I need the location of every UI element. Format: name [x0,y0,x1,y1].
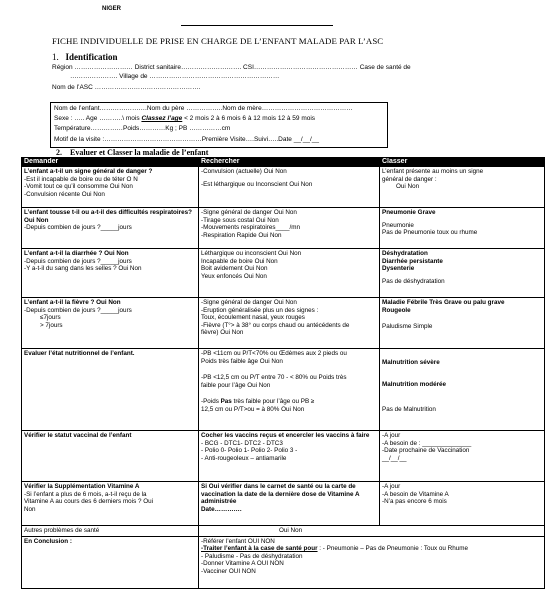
list-item: - BCG - DTC1- DTC2 - DTC3 [201,439,283,447]
list-item: -Référer l’enfant OUI NON [201,537,275,545]
child-info-box [50,102,388,148]
section-evaluate-heading [56,148,208,157]
list-item: faible pour l’âge Oui Non [201,381,271,389]
list-item [201,398,377,406]
list-item: __/__/__ [382,454,407,462]
vitamin-date: Date…………. [201,505,242,513]
list-item: -Depuis combien de jours ?_____jours [24,224,132,232]
list-item: -Date prochaine de Vaccination [382,447,470,455]
list-item: L’enfant présente au moins un signe [382,168,484,175]
list-item: -Signe général de danger Oui Non [201,209,297,216]
list-item: -Signe général de danger Oui Non [201,299,297,306]
conclusion-label [22,536,199,588]
diarrhea-classify [380,249,545,298]
list-item: Boit avidement Oui Non [201,265,268,273]
list-item: > 7jours [40,321,63,329]
list-item: -Vomit tout ce qu’il consomme Oui Non [24,183,133,191]
list-item [201,545,542,553]
list-item: -A jour [382,432,401,439]
list-item: Oui Non [396,183,420,191]
header-look: Rechercher [199,158,380,167]
fever-ask [22,298,199,349]
conclusion-content [199,536,545,588]
list-item: ≤7jours [40,314,61,322]
identification-line-1: Région ……………………… District sanitaire………………………. CSI………………………………………… Case de santé de [52,64,411,71]
list-item: -Convulsion récente Oui Non [24,190,105,198]
header-ask: Demander [22,158,199,167]
list-item: Diarrhée persistante [382,257,443,265]
list-item: -PB <12,5 cm ou P/T entre 70 - < 80% ou Poids très [201,374,347,382]
diarrhea-ask-title: L’enfant a-t-il la diarrhée ? Oui Non [24,250,129,257]
list-item: Yeux enfoncés Oui Non [201,272,267,280]
identification-line-2: …………………. Village de …………………………………………………… [70,73,280,80]
list-item: -Est il incapable de boire ou de téter O N [24,175,138,183]
danger-look [199,167,380,208]
form-title: FICHE INDIVIDUELLE DE PRISE EN CHARGE DE L’ENFANT MALADE PAR L’ASC [52,36,384,46]
nutrition-classify [380,349,545,431]
list-item: -Mouvements respiratoires____/mn [201,224,301,232]
list-item: -Y a-t-il du sang dans les selles ? Oui Non [24,265,142,273]
diarrhea-ask [22,249,199,298]
list-item: Déshydratation [382,250,428,257]
list-item: -N’a pas encore 6 mois [382,498,447,506]
danger-ask [22,167,199,208]
other-value: Oui Non [199,526,545,537]
danger-classify [380,167,545,208]
list-item: Maladie Fébrile Très Grave ou palu grave [382,299,505,306]
list-item: -A besoin de Vitamine A [382,490,449,498]
vitamin-classify [380,482,545,526]
vaccine-ask [22,431,199,482]
child-measures-line: Température……………Poids…………Kg ; PB ……………cm [54,125,231,132]
header-rule [181,25,333,26]
child-sex-age-line [54,115,315,122]
header-classify: Classer [380,158,545,167]
list-item: - Paludisme - Pas de déshydratation [201,552,303,560]
list-item: Malnutrition sévère [382,359,440,366]
other-label: Autres problèmes de santé [22,526,199,537]
list-item: -Tirage sous costal Oui Non [201,216,279,224]
age-class-label: Classez l’age [141,115,183,122]
list-item: Pas de déshydratation [382,277,445,285]
text-fragment: -Poids [201,398,221,406]
cough-ask-title: L’enfant tousse t-il ou a-t-il des difficultés respiratoires? Oui Non [24,209,192,224]
fever-classify [380,298,545,349]
cough-classify [380,208,545,249]
cough-ask [22,208,199,249]
list-item: -Depuis combien de jours ?_____jours [24,306,132,314]
table-row-cough [22,208,545,249]
conclusion-title: En Conclusion : [24,537,72,545]
list-item: Léthargique ou inconscient Oui Non [201,250,302,257]
vitamin-ask [22,482,199,526]
table-row-vaccine [22,431,545,482]
list-item: Malnutrition modérée [382,380,447,388]
list-item: Rougeole [382,306,411,314]
list-item: Pneumonie [382,221,414,229]
vaccine-classify [380,431,545,482]
table-row-fever [22,298,545,349]
text-fragment: Pas [220,398,232,406]
list-item: 12,5 cm ou P/T>ou = à 80% Oui Non [201,405,305,413]
sex-age-text: Sexe : ….. Age ………..\ mois [54,115,140,122]
list-item: Toux, écoulement nasal, yeux rouges [201,314,305,322]
list-item: fièvre) Oui Non [201,329,244,337]
text-fragment: : - Pneumonie – Pas de Pneumonie : Toux ou Rhume [317,545,468,553]
list-item: Dysenterie [382,265,415,273]
age-class-options: < 2 mois 2 à 6 mois 6 à 12 mois 12 à 59 mois [182,115,316,122]
table-row-diarrhea [22,249,545,298]
table-row-vitamin [22,482,545,526]
fever-ask-title: L’enfant a-t-il la fièvre ? Oui Non [24,299,121,306]
table-row-nutrition [22,349,545,431]
pneumonia-severe-label: Pneumonie Grave [382,209,436,216]
section2-title: Evaluer et Classer la maladie de l’enfant [70,148,209,157]
list-item: -Respiration Rapide Oui Non [201,231,282,239]
list-item: -Convulsion (actuelle) Oui Non [201,168,287,175]
list-item: Non [24,505,36,513]
assessment-table [21,157,545,589]
table-row-other [22,526,545,537]
list-item: Incapable de boire Oui Non [201,257,278,265]
list-item: -Est léthargique ou Inconscient Oui Non [201,180,313,188]
vaccine-ask-title: Vérifier le statut vaccinal de l’enfant [24,432,132,439]
list-item: -A jour [382,483,401,490]
fever-look [199,298,380,349]
identification-line-3: Nom de l’ASC …………………………………………. [52,84,201,91]
list-item: -Si l’enfant a plus de 6 mois, a-t-il reçu de la [24,490,147,498]
list-item: -A besoin de : ______________ [382,439,472,447]
vitamin-look-title: Si Oui vérifier dans le carnet de santé ou la carte de vaccination la date de la dernière dose de Vitamine A administrée [201,483,360,506]
nutrition-ask [22,349,199,431]
text-fragment: -Traiter l’enfant à la case de santé pour [201,545,318,553]
list-item: -Depuis combien de jours ?_____jours [24,257,132,265]
list-item: Paludisme Simple [382,323,433,331]
list-item: Poids très faible âge Oui Non [201,357,283,365]
list-item: -PB <11cm ou P/T<70% ou Œdèmes aux 2 pieds ou [201,350,347,357]
visit-reason-line: Motif de la visite :………………………………………Première Visite….Suivi…..Date __/__/__ [54,136,320,143]
list-item: Pas de Malnutrition [382,406,436,414]
list-item: -Vacciner OUI NON [201,567,256,575]
table-row-conclusion [22,536,545,588]
table-row-danger [22,167,545,208]
vaccine-look-title: Cocher les vaccins reçus et encercler les vaccins à faire [201,432,370,439]
nutrition-look [199,349,380,431]
section-number: 1. [52,52,59,62]
list-item: général de danger : [382,175,437,183]
table-header-row [22,158,545,167]
vitamin-ask-title: Vérifier la Supplémentation Vitamine A [24,483,140,490]
list-item: - Polio 0- Polio 1- Polio 2- Polio 3 - [201,447,298,455]
text-fragment: très faible pour l’âge ou PB ≥ [231,398,315,406]
diarrhea-look [199,249,380,298]
section2-number: 2. [56,148,62,157]
list-item: - Anti-rougeoleux – antiamarile [201,454,287,462]
danger-ask-title: L’enfant a-t-il un signe général de danger ? [24,168,153,175]
section-title: Identification [65,52,118,62]
list-item: -Eruption généralisée plus un des signes : [201,306,319,314]
list-item: -Fièvre (T°> à 38° ou corps chaud ou antécédents de [201,321,350,329]
cough-look [199,208,380,249]
vitamin-look [199,482,380,526]
child-names-line: Nom de l’enfant………………….Nom du père ……………..Nom de mère…………………………………… [54,105,353,112]
vaccine-look [199,431,380,482]
nutrition-ask-title: Evaluer l’état nutritionnel de l’enfant. [24,350,135,357]
country-label: NIGER [102,6,122,12]
list-item: Pas de Pneumonie toux ou rhume [382,229,478,237]
list-item: -Donner Vitamine A OUI NON [201,560,284,568]
section-identification-heading [52,52,118,62]
list-item: Vitamine A au cours des 6 derniers mois ? Oui [24,498,154,506]
